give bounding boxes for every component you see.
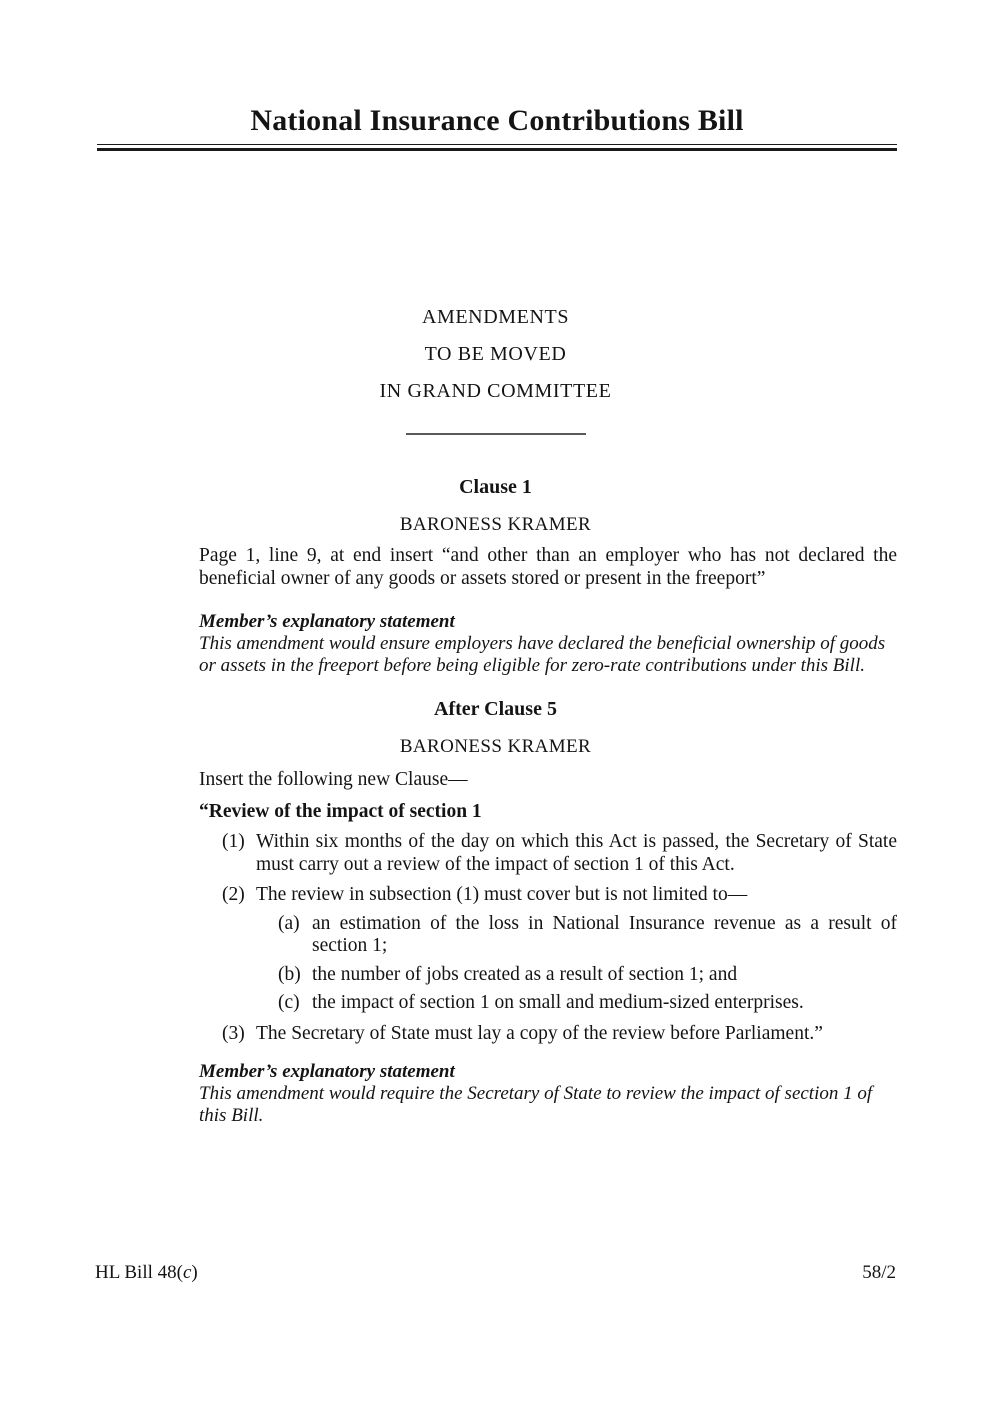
- heading-line-3: IN GRAND COMMITTEE: [379, 380, 612, 402]
- sheet-number: 58/2: [862, 1262, 896, 1283]
- explanatory-text: This amendment would ensure employers have declared the beneficial ownership of goods or assets in the freeport before being eligible for zero-rate contributions under this Bill.: [199, 633, 886, 676]
- subsection-number: (3): [222, 1022, 245, 1044]
- heading-line-2: TO BE MOVED: [424, 343, 567, 365]
- subsection-2: [199, 884, 897, 907]
- member-name: BARONESS KRAMER: [399, 514, 592, 535]
- explanatory-statement: [199, 1061, 897, 1127]
- amendments-heading: [0, 307, 991, 435]
- amendment-after-clause-5: [0, 699, 991, 1127]
- paragraph-letter: (c): [278, 992, 300, 1013]
- amendment-instruction: Page 1, line 9, at end insert “and other than an employer who has not declared the beneficial owner of any goods or assets stored or present in the freeport”: [199, 545, 897, 589]
- subsection-1: [199, 831, 897, 876]
- section-heading-clause-1: Clause 1: [459, 476, 532, 498]
- heading-line-1: AMENDMENTS: [421, 306, 570, 328]
- bill-reference-italic: c: [182, 1262, 192, 1283]
- paragraph-b: [199, 964, 897, 987]
- paragraph-text: an estimation of the loss in National Insurance revenue as a result of section 1;: [312, 912, 897, 956]
- explanatory-statement: [199, 611, 897, 677]
- paragraph-letter: (b): [278, 963, 301, 985]
- new-clause-title: “Review of the impact of section 1: [199, 800, 482, 822]
- paragraph-text: the number of jobs created as a result of section 1; and: [312, 963, 738, 985]
- amendment-body: [199, 545, 897, 590]
- bill-reference: [95, 1262, 198, 1284]
- subsection-number: (1): [222, 831, 245, 852]
- bill-header: [97, 104, 897, 151]
- subsection-text: The review in subsection (1) must cover but is not limited to—: [256, 884, 748, 905]
- separator-rule: [406, 433, 586, 435]
- explanatory-text: This amendment would require the Secretary of State to review the impact of section 1 of this Bill.: [199, 1083, 873, 1126]
- section-heading-after-clause-5: After Clause 5: [434, 698, 557, 720]
- explanatory-title: Member’s explanatory statement: [199, 611, 455, 632]
- explanatory-title: Member’s explanatory statement: [199, 1061, 455, 1082]
- amendment-clause-1: [0, 477, 991, 677]
- paragraph-letter: (a): [278, 912, 300, 934]
- amendment-instruction: Insert the following new Clause—: [199, 769, 468, 790]
- member-name: BARONESS KRAMER: [399, 736, 592, 757]
- paragraph-text: the impact of section 1 on small and medium-sized enterprises.: [312, 992, 804, 1013]
- bill-reference-suffix: ): [191, 1262, 198, 1283]
- page-footer: [95, 1262, 896, 1284]
- paragraph-c: [199, 992, 897, 1015]
- subsection-3: [199, 1023, 897, 1046]
- bill-reference-prefix: HL Bill 48(: [95, 1262, 183, 1283]
- paragraph-a: [199, 913, 897, 958]
- title-double-rule: [97, 144, 897, 151]
- subsection-number: (2): [222, 884, 245, 905]
- bill-title: National Insurance Contributions Bill: [250, 104, 744, 137]
- subsection-text: Within six months of the day on which this Act is passed, the Secretary of State must carry out a review of the impact of section 1 of this Act.: [256, 831, 897, 875]
- amendment-body: [199, 769, 897, 1045]
- subsection-text: The Secretary of State must lay a copy of the review before Parliament.”: [256, 1022, 823, 1044]
